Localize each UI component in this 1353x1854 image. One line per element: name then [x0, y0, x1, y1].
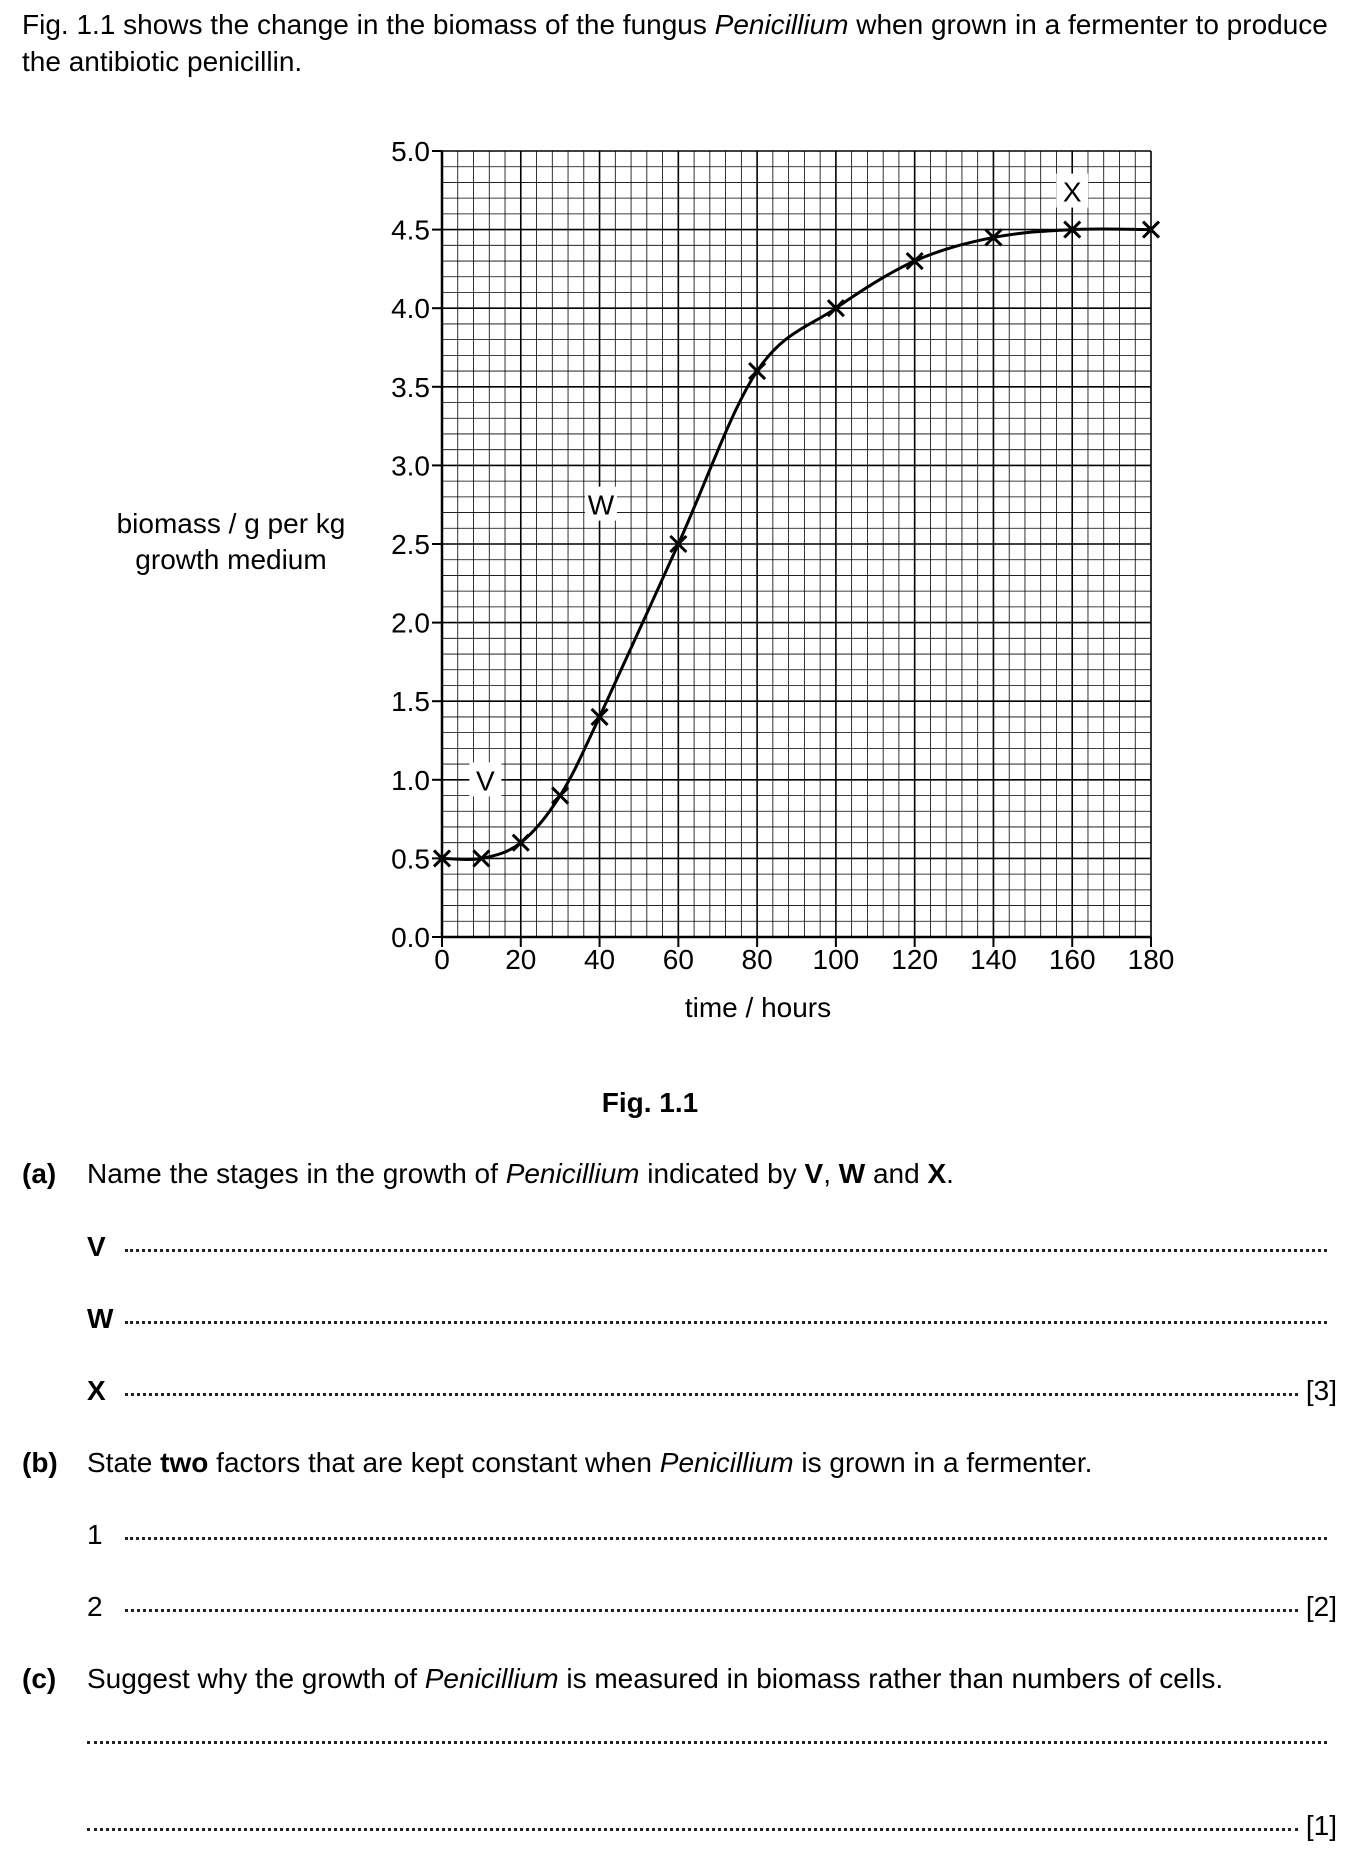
- answer-line-w[interactable]: W: [87, 1303, 1335, 1335]
- answer-line-c1[interactable]: [87, 1745, 1335, 1748]
- marks-b: [2]: [1305, 1591, 1337, 1622]
- y-tick-label: 0.0: [391, 922, 430, 953]
- answer-line-b1[interactable]: 1: [87, 1519, 1335, 1551]
- marks-c: [1]: [1305, 1810, 1337, 1841]
- x-tick-label: 100: [812, 944, 860, 975]
- y-tick-label: 3.5: [391, 371, 430, 403]
- x-tick-label: 180: [1127, 944, 1175, 975]
- y-tick-label: 1.5: [391, 686, 430, 718]
- y-tick-label: 3.0: [391, 450, 430, 482]
- y-tick-labels: [391, 136, 442, 953]
- x-tick-label: 40: [583, 944, 616, 975]
- question-a-label: (a): [22, 1158, 57, 1189]
- intro-text: Fig. 1.1 shows the change in the biomass of the fungus Penicillium when grown in a fermenter to produce the antibiotic penicillin.: [22, 9, 1328, 77]
- y-tick-label: 4.0: [391, 293, 430, 325]
- stage-label-v: V: [476, 765, 495, 797]
- stage-labels: [469, 174, 1088, 797]
- figure-caption: Fig. 1.1: [601, 1087, 699, 1118]
- question-c-text: Suggest why the growth of Penicillium is measured in biomass rather than numbers of cells.: [87, 1663, 1224, 1694]
- x-tick-label: 20: [505, 944, 537, 975]
- answer-line-x[interactable]: X [3]: [87, 1375, 1337, 1406]
- marks-a: [3]: [1305, 1375, 1337, 1406]
- x-tick-labels: [434, 937, 1174, 975]
- x-tick-label: 80: [741, 944, 773, 975]
- y-axis-label-line1: biomass / g per kg: [116, 508, 346, 539]
- question-a-text: Name the stages in the growth of Penicillium indicated by V, W and X.: [87, 1158, 954, 1189]
- y-tick-label: 2.5: [391, 529, 430, 560]
- stage-label-x: X: [1062, 176, 1082, 208]
- answer-line-v[interactable]: V: [87, 1231, 1335, 1263]
- stage-label-w: W: [587, 489, 615, 521]
- x-tick-label: 60: [662, 944, 694, 975]
- x-tick-label: 160: [1048, 944, 1096, 975]
- y-tick-label: 2.0: [391, 607, 430, 639]
- x-tick-label: 120: [891, 944, 939, 975]
- question-b-label: (b): [22, 1447, 58, 1478]
- y-tick-label: 0.5: [391, 843, 430, 875]
- x-tick-label: 0: [434, 944, 450, 975]
- question-b-text: State two factors that are kept constant when Penicillium is grown in a fermenter.: [87, 1447, 1093, 1478]
- y-axis-label-line2: growth medium: [135, 544, 327, 575]
- y-tick-label: 5.0: [391, 136, 430, 167]
- intro-organism: Penicillium: [714, 9, 849, 40]
- y-tick-label: 1.0: [391, 764, 430, 796]
- x-axis-label: time / hours: [684, 992, 832, 1023]
- answer-line-c2[interactable]: [87, 1810, 1337, 1842]
- grid-major: [442, 151, 1151, 937]
- x-tick-label: 140: [970, 944, 1017, 975]
- question-c-label: (c): [22, 1663, 57, 1694]
- answer-line-b2[interactable]: 2 [2]: [87, 1591, 1337, 1622]
- y-tick-label: 4.5: [391, 214, 430, 246]
